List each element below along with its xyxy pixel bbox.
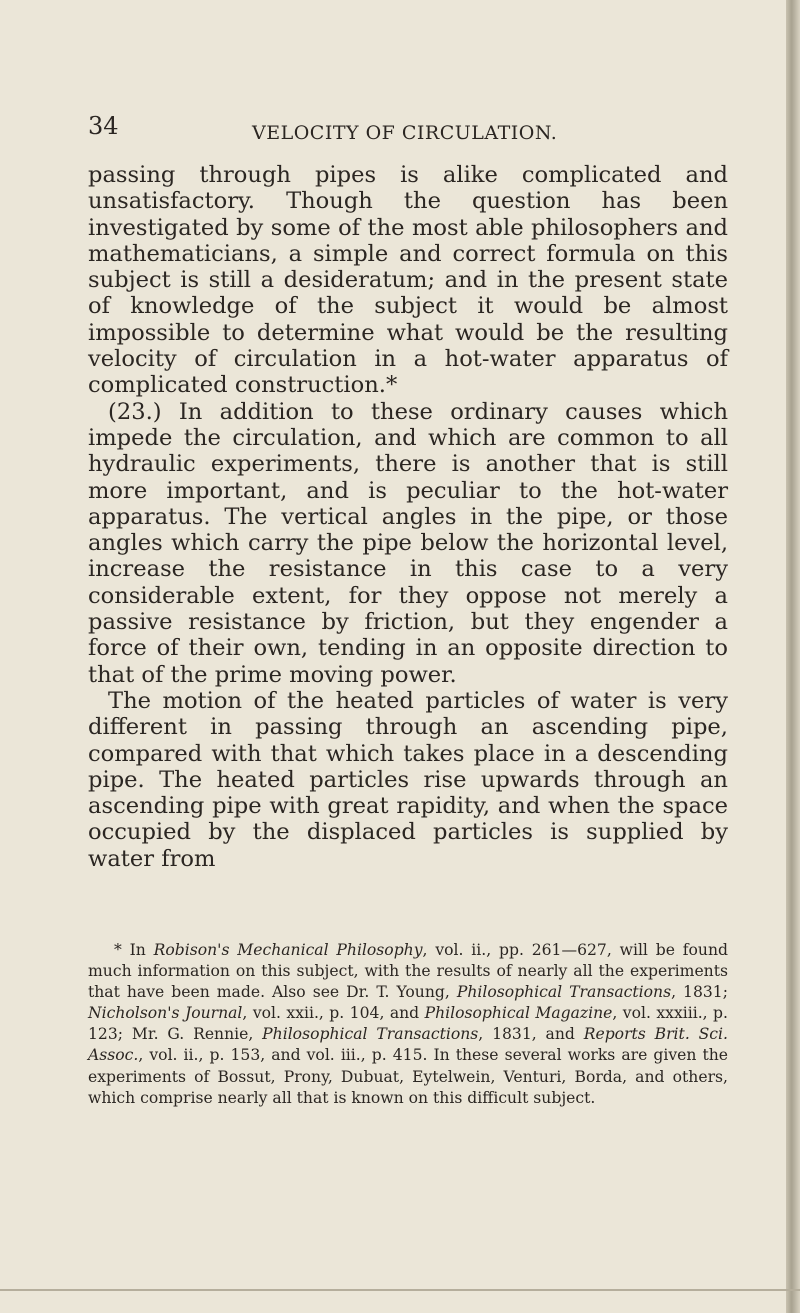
footnote-citation: Philosophical Magazine — [424, 1004, 613, 1023]
footnote-citation: Reports Brit. Sci. Assoc. — [88, 1025, 728, 1065]
footnote — [88, 940, 728, 1109]
footnote-segment: , vol. ii., p. 153, and vol. iii., p. 415. In these several works are given the experiments of Bossut, Prony, Dubuat, Eytelwein, Venturi, Borda, and others, which comprise nearly all that is known on this difficult subject. — [88, 1046, 728, 1107]
paragraph: (23.) In addition to these ordinary causes which impede the circulation, and which are common to all hydraulic experiments, there is another that is still more important, and is peculiar to the hot-water apparatus. The vertical angles in the pipe, or those angles which carry the pipe below the horizontal level, increase the resistance in this case to a very considerable extent, for they oppose not merely a passive resistance by friction, but they engender a force of their own, tending in an opposite direction to that of the prime moving power. — [88, 398, 728, 688]
page-number: 34 — [88, 112, 119, 140]
paragraph: The motion of the heated particles of water is very different in passing through an ascending pipe, compared with that which takes place in a descending pipe. The heated particles rise upwards through an ascending pipe with great rapidity, and when the space occupied by the displaced particles is supplied by water from — [88, 687, 728, 872]
page-edge-shadow — [786, 0, 800, 1313]
footnote-citation: Philosophical Transactions — [262, 1025, 479, 1044]
footnote-citation: Robison's Mechanical Philosophy — [153, 941, 423, 959]
footnote-segment: , vol. ii., pp. 261—627, will be found much information on this subject, with the results of nearly all the experiments that have been made. Also see Dr. T. Young, — [88, 941, 728, 1002]
footnote-segment: * In — [114, 941, 154, 959]
footnote-segment: , vol. xxii., p. 104, and — [242, 1004, 425, 1023]
footnote-segment: , vol. xxxiii., p. 123; Mr. G. Rennie, — [88, 1004, 728, 1044]
footnote-citation: Nicholson's Journal — [88, 1004, 243, 1023]
body-text — [88, 162, 728, 872]
footnote-segment: , 1831; — [671, 983, 728, 1002]
running-head: VELOCITY OF CIRCULATION. — [252, 122, 558, 144]
footnote-text — [88, 940, 728, 1109]
page-header — [88, 112, 726, 148]
footnote-citation: Philosophical Transactions — [456, 983, 672, 1002]
page-bottom-edge — [0, 1289, 800, 1291]
paragraph: passing through pipes is alike complicated and unsatisfactory. Though the question has been investigated by some of the most able philosophers and mathematicians, a simple and correct formula on this subject is still a desideratum; and in the present state of knowledge of the subject it would be almost impossible to determine what would be the resulting velocity of circulation in a hot-water apparatus of complicated construction.* — [88, 162, 728, 399]
footnote-segment: , 1831, and — [478, 1025, 584, 1044]
